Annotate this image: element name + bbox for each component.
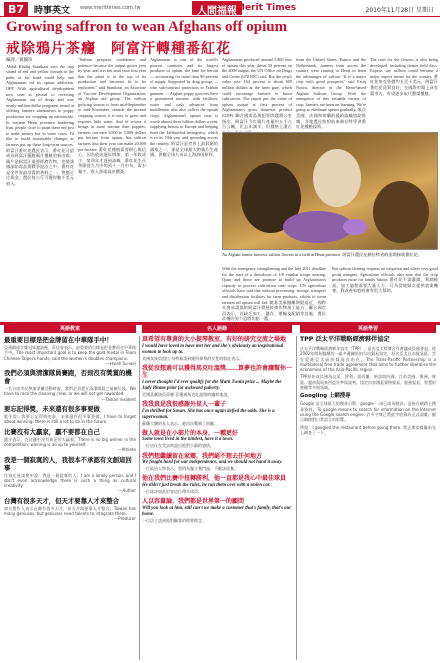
quote-note: 一位政治人物表示，我們為獨立奮鬥過，不應該放棄。 bbox=[142, 466, 238, 472]
glossary-paragraph: 例如：I googled the restaurant before going there. 我去那家餐廳前先上網查了一下。 bbox=[300, 424, 436, 435]
quote-item bbox=[142, 498, 292, 523]
news-brief bbox=[4, 428, 136, 453]
news-brief-text: 知名製作人表示台灣有很多天才，但天才需要靠人才整合。Taiwan has many geniuses, but geniuses need talents to integrate them. bbox=[4, 505, 136, 517]
feature-column-2 bbox=[78, 57, 146, 319]
column-separator bbox=[139, 336, 140, 660]
feature-text-5: from the United States, France and the Netherlands, farmers from across the country were coming to Herat to learn the advantages of saffron. 'It is a major crop with good prospects,' said Fariq Nooru, director of the Herat-based Afghan Saffron Group. With the emergence of this valuable variety of crop, farmers are keen on learning. We're going to eliminate opium gradually. 來自美國、法國和荷蘭的援助組織協助推廣，各地農民紛紛前來赫拉特學習番紅花種植技術。 bbox=[296, 57, 366, 130]
headline-chinese: 戒除鴉片茶癮 阿富汗轉種番紅花 bbox=[6, 41, 231, 57]
feature-text-2: "Saffron prepares confidence and patience because the output grows year by year, and it is not until your first year that the plant is at the top of its production and becomes fit to be replicated," said Stanikzai, an Associate of Vaccine Development Organization, an Afghan aid group. The saffron growing season is from mid-September to mid-November, outside the normal cropping season, it is easy to grow and requires little water. And of course it brings in more income than poppies: farmers can earn 3,000 to 5,000 dollars per hectare from opium, but saffron farmers also their year can make 20,000 per hectare. 番紅花種植需要耐心與信心，因為收成逐年增加，第一年收成少，第四年才達到高峰。番紅花生長季節從九月中旬到十一月中旬，需水量少，收入卻遠高於罌粟。 bbox=[78, 57, 146, 174]
masthead bbox=[0, 0, 440, 17]
news-brief-text: 亞運網球女雙冠軍謝淑薇、莊佳容表示，最重要的目標是把金牌留在中華隊手中。The most important goal is to keep the gold medal in Team Chinese Taipei's hands, said the women's doubles champions. bbox=[4, 345, 136, 361]
band-left: 英語教室 bbox=[4, 325, 136, 333]
news-brief-title: 比賽沒有大贏家，贏不要都在自己 bbox=[4, 427, 100, 436]
issue-date: 2010年11月28日 星期日 bbox=[365, 7, 434, 14]
quote-title-zh: 人以容量論，我們都是世界第一的顧問 bbox=[142, 498, 245, 506]
glossary-paragraph: 泛太平洋戰略經濟夥伴協定（TPP），是由亞太經濟合作會議成員國發起，從2002年開始醞釀的一組多邊關係的自由貿易協定，原名亞太自由貿易區，旨在促進亞太區的貿易自由化。The Trans-Pacific Partnership is a multilateral free trade agreement that aims to further liberalise the economies of the Asia-Pacific region. bbox=[300, 346, 436, 373]
feature-text-3: Afghanistan is one of the world's poorest countries and its largest producer of opium, the base for heroin — accounting for more than 90 percent of supply. Supported by drug groups — who sub-contract protection to Taliban gunmen — Afghan poppy growers have a guaranteed income, with fertiliser, water and cash advances from middlemen who also collect the opium crops. Afghanistan's opium crop is worth almost three billion dollars a year, supplying heroin to Europe and helping fund the Taliban-led insurgency, which is in its 10th year and spreading across the country. 阿富汗是世界上最貧窮的國家之一，卻是全球最大的鴉片生產國，供應全球九成以上海洛因原料。 bbox=[150, 57, 218, 158]
quote-item bbox=[142, 365, 292, 397]
news-brief bbox=[4, 369, 136, 402]
newspaper-logo: 人間福報 bbox=[192, 1, 242, 15]
band-middle: 名人語錄 bbox=[142, 325, 292, 333]
feature-column-4 bbox=[222, 57, 292, 130]
headline-english: Growing saffron to wean Afghans off opium bbox=[6, 19, 288, 35]
band-right: 英語學習 bbox=[300, 325, 436, 333]
quote-title-zh: 做人就是在小部片的本身，一種更好 bbox=[142, 429, 239, 437]
quote-note: 英國女演員凱拉·奈特莉談到她所仰慕的女性時如此表示。 bbox=[142, 355, 244, 361]
news-brief-source: —Tainan resident bbox=[101, 396, 136, 402]
feature-column-1 bbox=[6, 57, 74, 319]
quote-title-zh: 我我真是我很感謝外星人一輩子 bbox=[142, 401, 227, 409]
quote-english: Will you look at him, still can't we make a customer that's family, that's our home. bbox=[142, 505, 292, 517]
quote-note: 一位球評如此形容這位傳奇球員。 bbox=[142, 488, 202, 494]
news-briefs-column bbox=[4, 336, 136, 525]
glossary-subtitle: Googling 上網搜尋 bbox=[300, 393, 351, 400]
news-brief bbox=[4, 405, 136, 425]
news-brief-source: —Athlete bbox=[117, 447, 136, 453]
glossary-paragraph: TPP原始成員國為汶萊、智利、紐西蘭、新加坡四國，目前美國、澳洲、秘魯、越南與馬來西亞亦參與談判。協定內容涵蓋貨物貿易、服務貿易、智慧財產權等多個領域。 bbox=[300, 374, 436, 391]
news-brief-source: —Author bbox=[118, 488, 136, 494]
feature-text-1: Abdul Khaliq Stanikzai says the tiny strand of red and yellow threads in the palm of his hand could help one Afghanistan rid its opium addiction. OFF. With agricultural development now seen as pivotal to reversing Afghanistan out of drugs and war, nearly-million-dollar programs aimed at offering farmers alternatives to poppy production are cropping up nationwide. In western Herat province bordering Iran, people close to plant these not just to make money but in some cases. I'd like to build sustainable changes as farmers put up these long-term sources. 阿富汗番紅花農民表示，番紅花可望成為阿富汗擺脫鴉片種植的新出路，鴉片是阿富汗重要經濟作物，也使該國深陷毒品與戰爭泥沼之中。番紅花是全世界最昂貴的香料之一，售價可比黃金，農民每公斤可獲得數千美元收入。 bbox=[6, 63, 74, 187]
news-brief-source: —Producer bbox=[114, 516, 136, 522]
quote-note: 美國喜劇演員蒂娜·菲獲頒馬克吐溫獎時幽默地說。 bbox=[142, 391, 232, 397]
quote-item bbox=[142, 475, 292, 494]
news-brief-text: 作家在座談會中說：我是一個寂寞的人。I am a lonely person, and I don't even acknowledge there is such a thing as cultural creativity. bbox=[4, 472, 136, 489]
quote-title-zh: 真希望有專責的大小提琴教室，有好的研究交流之場地 bbox=[142, 336, 287, 343]
news-brief-title: 我是一個寂寞的人，我很本不承認有文創這回事 bbox=[4, 455, 132, 472]
newspaper-logo-en: Merit Times bbox=[236, 3, 297, 13]
quote-item bbox=[142, 430, 292, 449]
news-brief-title: 我們必須與清潔隊員賽跑，否則沒有獎賞的機會 bbox=[4, 369, 132, 386]
quote-title-zh: 他在我們比賽中扭轉勝利，他一直都是我心中最佳球員 bbox=[142, 475, 287, 483]
section-name: 時事英文 bbox=[34, 6, 71, 16]
news-brief bbox=[4, 456, 136, 494]
news-brief-text: 一名台南市民參加淨灘活動時說，我們必須趕在清潔隊員之前撿垃圾。We have to race the cleaning crew, or we will not get rewarded. bbox=[4, 386, 136, 397]
glossary-title: TPP 泛太平洋戰略經濟夥伴協定 bbox=[300, 336, 390, 343]
news-brief-title: 要忘記得獎，未來還有很多事要做 bbox=[4, 405, 100, 414]
photo-caption: An Afghan farmer harvests saffron flowers in a field in Herat province. 阿富汗農民在赫拉特省的田間採收番紅花。 bbox=[222, 252, 422, 257]
news-brief-text: 歌手說：我要忘記得獎的事，未來還有很多事要做。I have to forget about winning; there is still a lot to do in the future. bbox=[4, 414, 136, 425]
quote-item bbox=[142, 401, 292, 426]
quote-title-zh: 我從沒想過可以獲得馬克吐溫獎……算夢也許會讓幫你一生 bbox=[142, 364, 293, 380]
quote-title-zh: 我們想繼續留在家鄉，我們絕不想去任何地方 bbox=[142, 452, 263, 460]
quote-english: Some town lived in the kindest, have it a town. bbox=[142, 437, 234, 443]
news-brief-text: 選手表示，在比賽中沒有真正的大贏家。There is no big winner in the competition; winning is all up to yourself. bbox=[4, 436, 136, 447]
glossary-paragraph: Google 是全球最大的搜尋引擎，google 一詞已成為動詞，意指在網路上搜尋資料。To google means to search for information on the Internet using the Google search engine. 許多字典已將此字收錄為正式詞彙，顯示網路對日常語言的影響。 bbox=[300, 401, 436, 423]
feature-text-6: The rush for the flowers is also being developed, including farmer field days. Experts say saffron could become a major export earner for the country. 番紅花每克售價約五至十美元，阿富汗番紅花品質良好，在國際市場上具有競爭力，有望逐步取代罌粟種植。 bbox=[370, 57, 438, 96]
quote-english: He didn't just break the rules, he ran them over with a stolen car. bbox=[142, 482, 271, 488]
quote-note: 一位店主談到他對顧客的經營理念。 bbox=[142, 517, 206, 523]
feature-text-4: Afghanistan produced around 5,800 tons of opium this year, down 50 percent on the 2009 output, the UN Office on Drugs and Crime (UNODC) said. But the crop's value rose 164 percent to about 605 million dollars at the farm gate, which could encourage farmers to boost cultivation. The report put the value of opium output at first percent of Afghanistan's gross domestic product (GDP). 聯合國毒品與犯罪問題辦公室指出，阿富汗今年鴉片產量約五千八百公噸，比去年減半，但價格上漲百 bbox=[222, 57, 292, 130]
quote-english: We fought hard for our independence, and we should not hand it away. bbox=[142, 460, 283, 466]
feature-byline: 編譯／黃毓珍 bbox=[6, 57, 33, 62]
news-brief bbox=[4, 497, 136, 522]
feature-column-8 bbox=[332, 266, 438, 319]
feature-text-8: But saffron farming requires no irrigation and offers very good profit margins. Agriculture officials also note that the crop produces more for family labour. 番紅花不需灌溉，利潤極高，加工過程需要大量人力，可為當地婦女提供就業機會，對改善家庭經濟有很大幫助。 bbox=[332, 266, 438, 294]
quote-item bbox=[142, 336, 292, 361]
quote-note: 蘇珊大嬸的友人表示，她再次戰勝了困難。 bbox=[142, 420, 218, 426]
quotes-column bbox=[142, 336, 292, 527]
quote-note: 一位居民在受訪時說出他對小鎮的感情。 bbox=[142, 443, 214, 449]
glossary-column bbox=[300, 336, 436, 437]
news-brief-title: 最重要目標是把金牌留在中華隊手中！ bbox=[4, 336, 113, 344]
feature-column-7 bbox=[222, 266, 326, 322]
feature-text-7: With the emergency strengthening and the July 2011 deadline for the start of a drawdown of US combat troops nearing, Qatar and those are promise to build up Afghanistan's capacity to process cultivation cash crops. UN agriculture officials have said that without processing, storage, transport and distribution facilities for farm products, efforts to wean farmers off opium will fail. 隨著美軍撤離期限逼近，國際社會承諾協助阿富汗發展經濟作物加工能力，聯合國官員表示，若缺乏加工、儲存、運輸及配銷等設施，農民改種的努力恐將功虧一簣。 bbox=[222, 266, 326, 322]
quote-english: I never thought I'd ever qualify for the Mark Twain prize ... Maybe the Judy Blume prize for awkward puberty. bbox=[142, 379, 282, 391]
quote-english: I'm thrilled for Susan. She has once again defied the odds. She is a superwoman. bbox=[142, 408, 275, 420]
quote-item bbox=[142, 453, 292, 472]
feature-column-6 bbox=[370, 57, 438, 130]
news-brief-title: 台灣有很多天才，但天才要靠人才來整合 bbox=[4, 496, 120, 505]
column-separator bbox=[296, 336, 297, 660]
site-url[interactable]: www.merittimes.com.tw bbox=[80, 5, 141, 11]
quote-english: I would have loved to have met her and she's obviously an inspirational woman to look up to. bbox=[142, 343, 284, 355]
news-brief-source: —Hsieh Su-wei bbox=[106, 360, 136, 366]
feature-column-3 bbox=[150, 57, 218, 319]
news-brief bbox=[4, 336, 136, 366]
saffron-harvest-photo bbox=[222, 132, 438, 250]
feature-column-5 bbox=[296, 57, 366, 130]
page-number: B7 bbox=[4, 2, 28, 17]
